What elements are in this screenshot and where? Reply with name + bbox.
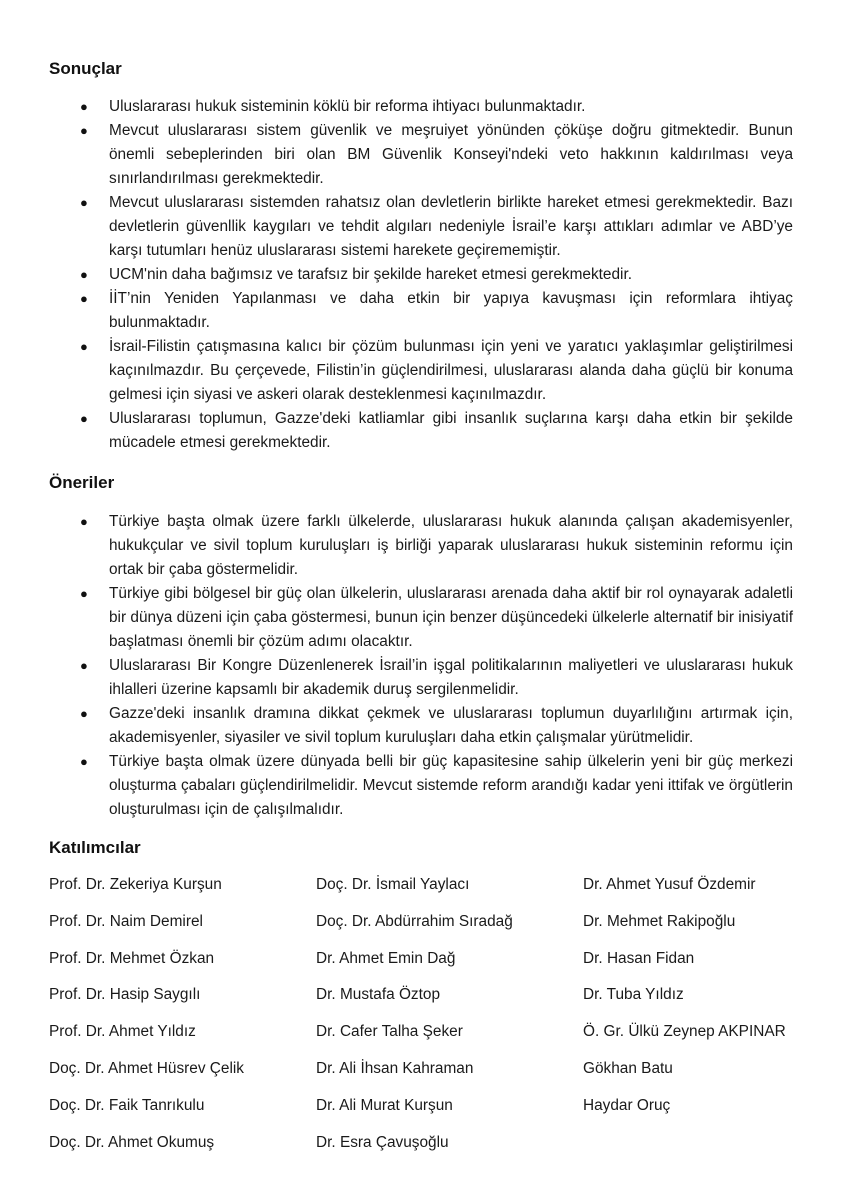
bullet-icon: ● [80,411,88,426]
participant-name: Doç. Dr. Abdürrahim Sıradağ [316,912,513,930]
participant-name: Prof. Dr. Zekeriya Kurşun [49,876,222,893]
list-item-text: Gazze'deki insanlık dramına dikkat çekmek ve uluslararası toplumun duyarlılığını artırmak için, akademisyenler, siyasiler ve sivil toplum kuruluşları daha etkin çalışmalar yürütmelidir. [109,705,793,746]
list-item [49,407,793,455]
bullet-icon: ● [80,706,88,721]
list-item [49,654,793,702]
participant-name: Dr. Ahmet Emin Dağ [316,949,456,967]
bullet-icon: ● [80,99,88,114]
recommendations-list [49,510,793,822]
list-item-text: Uluslararası Bir Kongre Düzenlenerek İsrail’in işgal politikalarının maliyetleri ve uluslararası hukuk ihlalleri üzerine kapsamlı bir akademik duruş sergilenmelidir. [109,657,793,698]
recommendations-heading: Öneriler [49,473,115,492]
bullet-icon: ● [80,586,88,601]
bullet-icon: ● [80,658,88,673]
list-item-text: Uluslararası toplumun, Gazze'deki katliamlar gibi insanlık suçlarına karşı daha etkin bir şekilde mücadele etmesi gerekmektedir. [109,410,793,451]
bullet-icon: ● [80,514,88,529]
participant-name: Doç. Dr. Ahmet Okumuş [49,1133,215,1151]
participant-name: Doç. Dr. Faik Tanrıkulu [49,1096,205,1114]
list-item-text: İsrail-Filistin çatışmasına kalıcı bir çözüm bulunması için yeni ve yaratıcı yaklaşımlar geliştirilmesi kaçınılmazdır. Bu çerçevede, Filistin’in güçlendirilmesi, uluslararası alanda daha güçlü bir konuma gelmesi için siyasi ve askeri olarak desteklenmesi kaçınılmazdır. [109,338,793,403]
participant-name: Dr. Mustafa Öztop [316,986,441,1004]
list-item [49,335,793,407]
participant-name: Gökhan Batu [583,1059,673,1077]
bullet-icon: ● [80,267,88,282]
participant-name: Prof. Dr. Naim Demirel [49,912,203,930]
list-item-text: Türkiye gibi bölgesel bir güç olan ülkelerin, uluslararası arenada daha aktif bir rol oynayarak adaletli bir dünya düzeni için çaba göstermesi, bunun için benzer düşüncedeki ülkelerle alternatif bir inisiyatif başlatması önemli bir çözüm adımı olacaktır. [109,585,793,650]
list-item-text: İİT’nin Yeniden Yapılanması ve daha etkin bir yapıya kavuşması için reformlara ihtiyaç bulunmaktadır. [109,290,793,331]
list-item [49,510,793,582]
participant-name: Prof. Dr. Mehmet Özkan [49,949,215,967]
results-list [49,95,793,455]
participant-name: Doç. Dr. Ahmet Hüsrev Çelik [49,1059,245,1077]
participants-grid [49,874,809,1153]
bullet-icon: ● [80,754,88,769]
bullet-icon: ● [80,339,88,354]
list-item-text: Mevcut uluslararası sistemden rahatsız olan devletlerin birlikte hareket etmesi gerekmektedir. Bazı devletlerin güvenllik kaygıları ve tehdit algıları nedeniyle İsrail’e karşı attıkları adımlar ve ABD’ye karşı tutumları henüz uluslararası sistemi harekete geçirememiştir. [109,194,793,259]
bullet-icon: ● [80,291,88,306]
participant-name: Dr. Esra Çavuşoğlu [316,1133,449,1151]
participant-name: Dr. Ali İhsan Kahraman [316,1059,474,1077]
list-item-text: Mevcut uluslararası sistem güvenlik ve meşruiyet yönünden çöküşe doğru gitmektedir. Bunun önemli sebeplerinden biri olan BM Güvenlik Konseyi'ndeki veto hakkının kaldırılması veya sınırlandırılması gerekmektedir. [109,122,793,187]
participant-name: Dr. Hasan Fidan [583,949,695,967]
list-item [49,95,793,119]
list-item [49,263,793,287]
list-item-text: Uluslararası hukuk sisteminin köklü bir reforma ihtiyacı bulunmaktadır. [109,98,586,115]
participant-name: Dr. Mehmet Rakipoğlu [583,912,736,930]
bullet-icon: ● [80,195,88,210]
participant-name: Doç. Dr. İsmail Yaylacı [316,876,470,893]
list-item [49,750,793,822]
list-item [49,582,793,654]
list-item [49,191,793,263]
participant-name: Dr. Ali Murat Kurşun [316,1096,453,1114]
list-item [49,702,793,750]
participant-name: Haydar Oruç [583,1096,671,1114]
list-item-text: Türkiye başta olmak üzere dünyada belli bir güç kapasitesine sahip ülkelerin yeni bir güç merkezi oluşturma çabaları güçlendirilmelidir. Mevcut sistemde reform arandığı kadar yeni ittifak ve örgütlerin oluşturulması için de çalışılmalıdır. [109,753,793,818]
list-item [49,287,793,335]
participant-name: Prof. Dr. Hasip Saygılı [49,986,201,1004]
results-heading: Sonuçlar [49,59,122,78]
bullet-icon: ● [80,123,88,138]
participant-name: Dr. Cafer Talha Şeker [316,1023,463,1041]
list-item-text: Türkiye başta olmak üzere farklı ülkelerde, uluslararası hukuk alanında çalışan akademisyenler, hukukçular ve sivil toplum kuruluşları iş birliği yaparak uluslararası hukuk sisteminin reformu için ortak bir çaba göstermelidir. [109,513,793,578]
list-item-text: UCM'nin daha bağımsız ve tarafsız bir şekilde hareket etmesi gerekmektedir. [109,266,633,283]
participant-name [583,1132,809,1154]
participant-name: Dr. Tuba Yıldız [583,986,684,1004]
list-item [49,119,793,191]
participant-name: Ö. Gr. Ülkü Zeynep AKPINAR [583,1023,786,1041]
participant-name: Dr. Ahmet Yusuf Özdemir [583,876,756,893]
participants-heading: Katılımcılar [49,838,141,857]
participant-name: Prof. Dr. Ahmet Yıldız [49,1023,196,1041]
